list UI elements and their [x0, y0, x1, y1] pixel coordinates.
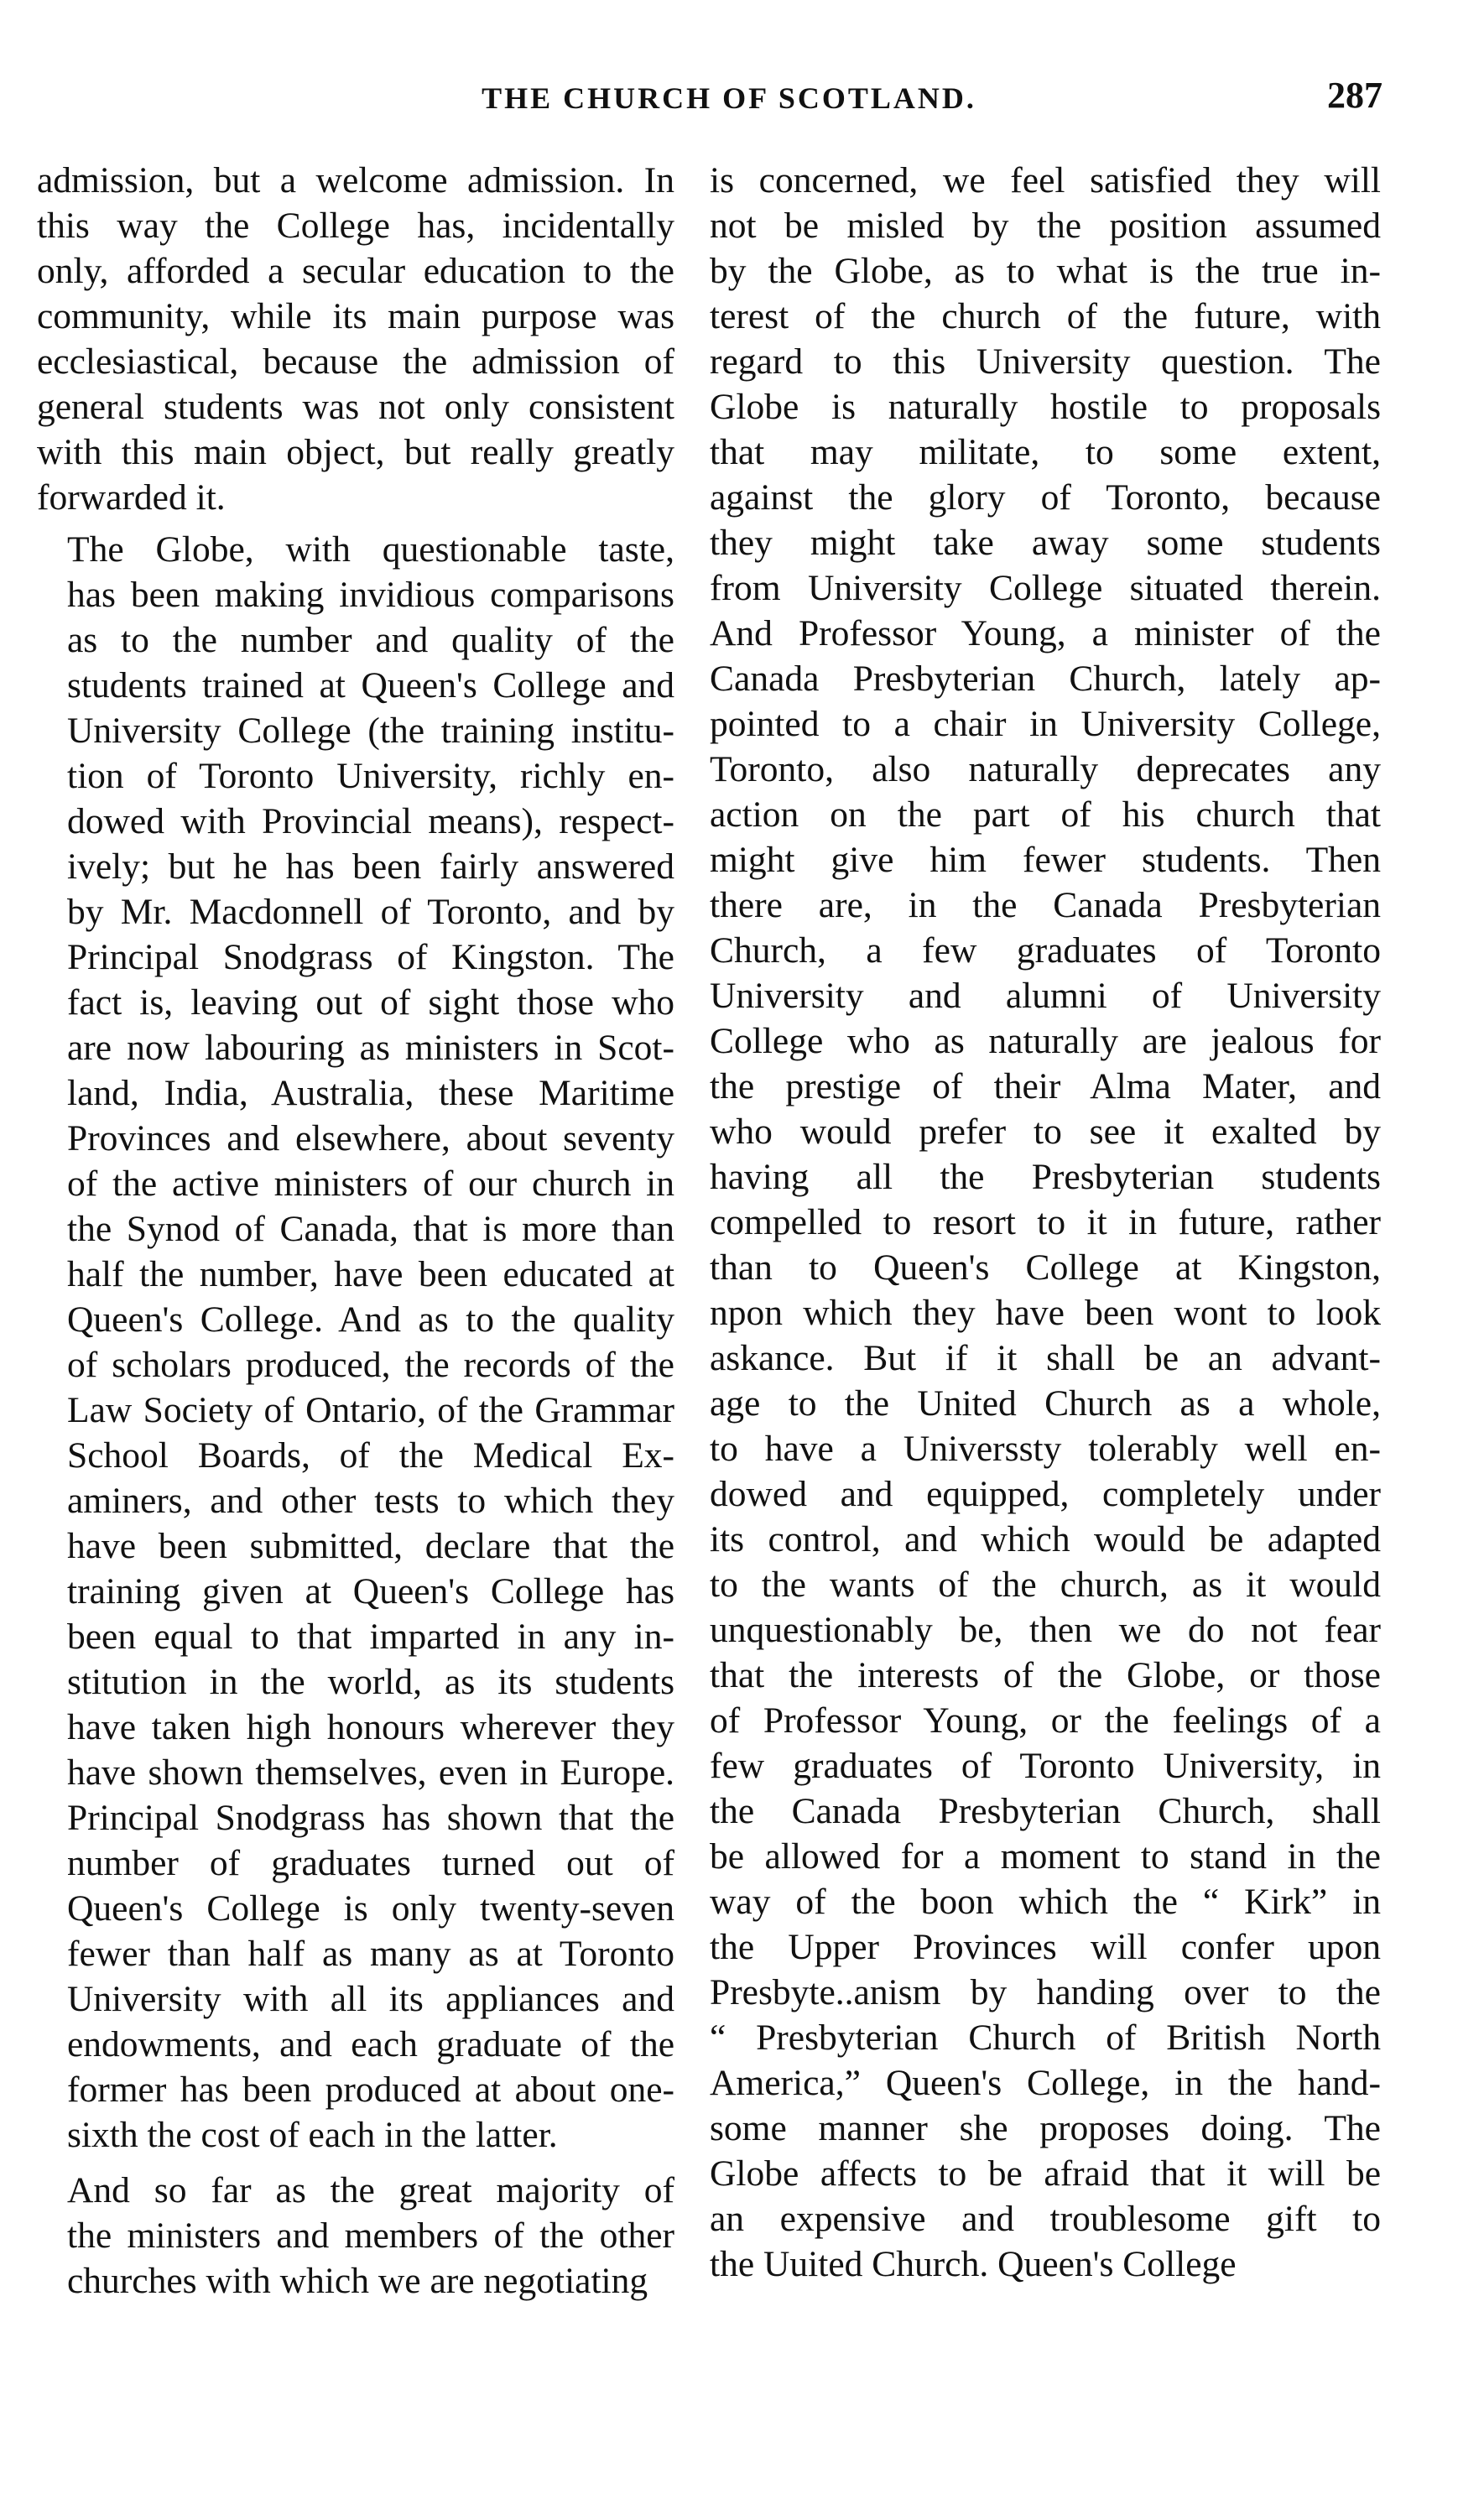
text-line: is concerned, we feel satisfied they will [710, 160, 1381, 200]
text-line: they might take away some students [710, 523, 1381, 563]
text-line: Globe affects to be afraid that it will be [710, 2153, 1381, 2194]
text-line: Church, a few graduates of Toronto [710, 930, 1381, 971]
text-line: terest of the church of the future, with [710, 296, 1381, 336]
text-line: ively; but he has been fairly answered [67, 846, 674, 887]
text-line: Presbyte..anism by handing over to the [710, 1972, 1381, 2012]
text-line: by the Globe, as to what is the true in- [710, 251, 1381, 291]
text-line: ecclesiastical, because the admission of [37, 341, 674, 382]
text-line: an expensive and troublesome gift to [710, 2199, 1381, 2239]
text-line: “ Presbyterian Church of British North [710, 2018, 1381, 2058]
text-line: askance. But if it shall be an advant- [710, 1338, 1381, 1378]
paragraph-2 [37, 527, 674, 2158]
text-line: stitution in the world, as its students [67, 1662, 674, 1702]
text-line: who would prefer to see it exalted by [710, 1112, 1381, 1152]
text-line: tion of Toronto University, richly en- [67, 756, 674, 796]
text-line: pointed to a chair in University College, [710, 704, 1381, 744]
text-line: fewer than half as many as at Toronto [67, 1934, 674, 1974]
paragraph-3 [37, 2168, 674, 2304]
text-line: from University College situated therein. [710, 568, 1381, 608]
text-line: the ministers and members of the other [67, 2215, 674, 2256]
text-line: College who as naturally are jealous for [710, 1021, 1381, 1061]
text-line: dowed and equipped, completely under [710, 1474, 1381, 1514]
text-line: than to Queen's College at Kingston, [710, 1247, 1381, 1288]
text-line: the prestige of their Alma Mater, and [710, 1066, 1381, 1106]
text-line: Globe is naturally hostile to proposals [710, 387, 1381, 427]
text-line: training given at Queen's College has [67, 1571, 674, 1611]
text-line: might give him fewer students. Then [710, 840, 1381, 880]
text-line: The Globe, with questionable taste, [67, 529, 674, 570]
text-line: have shown themselves, even in Europe. [67, 1752, 674, 1793]
text-line: Principal Snodgrass has shown that the [67, 1798, 674, 1838]
text-line: number of graduates turned out of [67, 1843, 674, 1883]
left-column [37, 158, 674, 2304]
text-line: have been submitted, declare that the [67, 1526, 674, 1566]
text-line: this way the College has, incidentally [37, 206, 674, 246]
text-line: of scholars produced, the records of the [67, 1345, 674, 1385]
text-line: churches with which we are negotiating [67, 2261, 648, 2301]
text-line: Principal Snodgrass of Kingston. The [67, 937, 674, 977]
text-line: University and alumni of University [710, 976, 1381, 1016]
text-line: few graduates of Toronto University, in [710, 1746, 1381, 1786]
text-line: npon which they have been wont to look [710, 1293, 1381, 1333]
text-line: of Professor Young, or the feelings of a [710, 1700, 1381, 1741]
text-line: against the glory of Toronto, because [710, 477, 1381, 518]
text-line: compelled to resort to it in future, rather [710, 1202, 1381, 1242]
text-line: to the wants of the church, as it would [710, 1565, 1381, 1605]
text-line: some manner she proposes doing. The [710, 2108, 1381, 2148]
text-line: been equal to that imparted in any in- [67, 1617, 674, 1657]
text-line: Law Society of Ontario, of the Grammar [67, 1390, 674, 1430]
text-line: University with all its appliances and [67, 1979, 674, 2019]
running-title: THE CHURCH OF SCOTLAND. [482, 81, 976, 115]
text-line: to have a Universsty tolerably well en- [710, 1429, 1381, 1469]
paragraph-continued [710, 158, 1381, 2287]
text-line: way of the boon which the “ Kirk” in [710, 1882, 1381, 1922]
text-line: fact is, leaving out of sight those who [67, 982, 674, 1023]
page-number: 287 [1327, 75, 1382, 116]
text-line: general students was not only consistent [37, 387, 674, 427]
text-line: aminers, and other tests to which they [67, 1481, 674, 1521]
text-line: only, afforded a secular education to the [37, 251, 674, 291]
text-line: unquestionably be, then we do not fear [710, 1610, 1381, 1650]
text-line: that may militate, to some extent, [710, 432, 1381, 472]
page-header [0, 75, 1458, 131]
text-line: And so far as the great majority of [67, 2170, 674, 2210]
text-line: former has been produced at about one- [67, 2070, 674, 2110]
text-line: by Mr. Macdonnell of Toronto, and by [67, 892, 674, 932]
text-line: are now labouring as ministers in Scot- [67, 1028, 674, 1068]
text-line: its control, and which would be adapted [710, 1519, 1381, 1559]
text-line: have taken high honours wherever they [67, 1707, 674, 1747]
text-line: America,” Queen's College, in the hand- [710, 2063, 1381, 2103]
text-line: having all the Presbyterian students [710, 1157, 1381, 1197]
text-line: not be misled by the position assumed [710, 206, 1381, 246]
text-line: Provinces and elsewhere, about seventy [67, 1118, 674, 1158]
text-line: students trained at Queen's College and [67, 665, 674, 705]
text-line: University College (the training institu- [67, 711, 674, 751]
text-line: dowed with Provincial means), respect- [67, 801, 674, 841]
text-line: the Upper Provinces will confer upon [710, 1927, 1381, 1967]
text-line: endowments, and each graduate of the [67, 2024, 674, 2064]
text-line: Queen's College. And as to the quality [67, 1299, 674, 1340]
text-line: And Professor Young, a minister of the [710, 613, 1381, 653]
text-line: regard to this University question. The [710, 341, 1381, 382]
text-line: sixth the cost of each in the latter. [67, 2115, 558, 2155]
text-line: the Canada Presbyterian Church, shall [710, 1791, 1381, 1831]
text-line: as to the number and quality of the [67, 620, 674, 660]
text-line: forwarded it. [37, 477, 226, 518]
text-line: action on the part of his church that [710, 794, 1381, 835]
text-line: half the number, have been educated at [67, 1254, 674, 1294]
right-column [710, 158, 1381, 2287]
text-line: that the interests of the Globe, or those [710, 1655, 1381, 1695]
text-line: the Synod of Canada, that is more than [67, 1209, 674, 1249]
text-line: School Boards, of the Medical Ex- [67, 1435, 674, 1476]
text-line: admission, but a welcome admission. In [37, 160, 674, 200]
text-line: the Uuited Church. Queen's College [710, 2244, 1237, 2284]
text-line: age to the United Church as a whole, [710, 1383, 1381, 1424]
text-line: community, while its main purpose was [37, 296, 674, 336]
text-line: has been making invidious comparisons [67, 575, 674, 615]
text-line: there are, in the Canada Presbyterian [710, 885, 1381, 925]
text-line: land, India, Australia, these Maritime [67, 1073, 674, 1113]
text-line: Toronto, also naturally deprecates any [710, 749, 1381, 789]
text-line: Queen's College is only twenty-seven [67, 1888, 674, 1929]
text-line: of the active ministers of our church in [67, 1164, 674, 1204]
paragraph-1 [37, 158, 674, 520]
text-line: Canada Presbyterian Church, lately ap- [710, 659, 1381, 699]
text-line: be allowed for a moment to stand in the [710, 1836, 1381, 1877]
text-line: with this main object, but really greatly [37, 432, 674, 472]
